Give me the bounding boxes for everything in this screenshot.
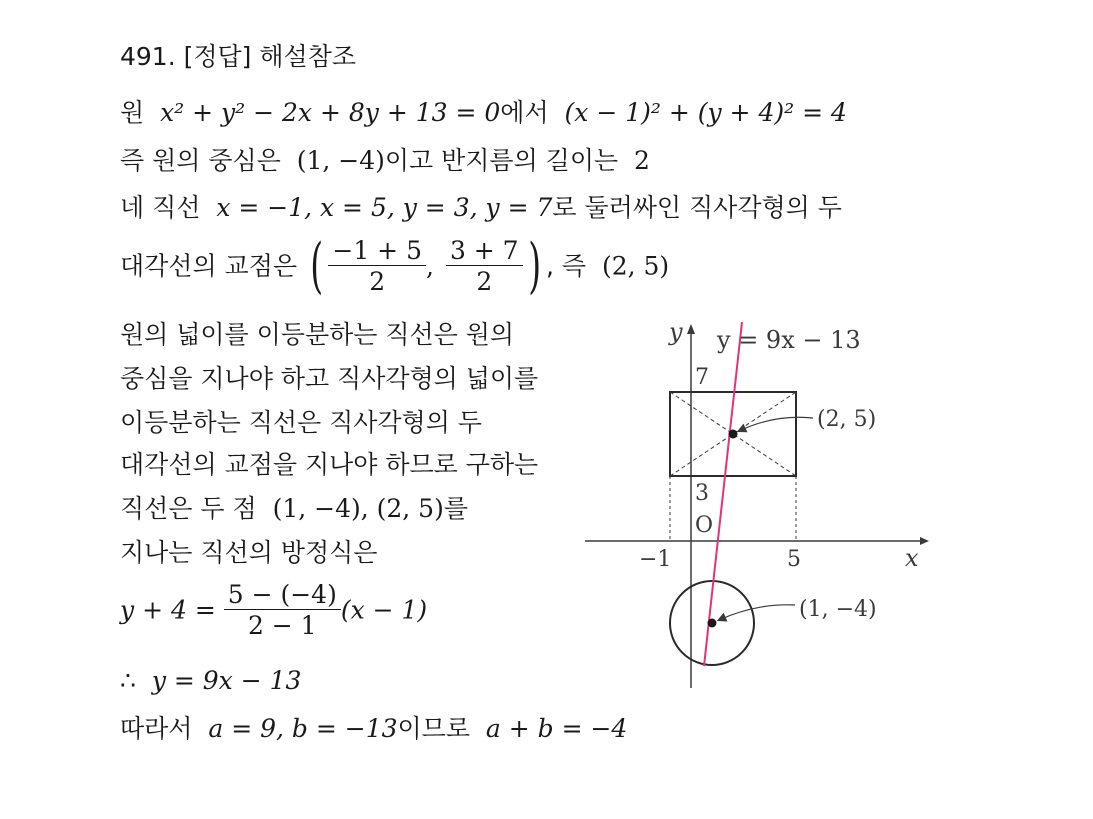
solution-title: 491. [정답] 해설참조 — [120, 42, 356, 71]
left-paren: ( — [310, 231, 324, 301]
point-1-minus-4 — [708, 619, 717, 628]
leader-arrow-circle — [719, 605, 795, 620]
right-paren: ) — [527, 231, 541, 301]
line-12 — [120, 668, 301, 693]
l4-text-a: 대각선의 교점은 — [120, 251, 297, 281]
line-7: 이등분하는 직선은 직사각형의 두 — [120, 408, 482, 437]
fraction-2-den: 2 — [476, 267, 493, 296]
l13-text-a: 따라서 — [120, 714, 193, 743]
fraction-2-num: 3 + 7 — [446, 238, 523, 266]
axis-x-label: x — [905, 544, 919, 572]
line-3 — [120, 195, 842, 220]
origin-label: O — [695, 513, 714, 538]
l3-text-b: 로 둘러싸인 직사각형의 두 — [552, 193, 842, 222]
line-11 — [120, 582, 427, 638]
l9-text-b: 를 — [443, 494, 468, 523]
l2-center: (1, −4) — [296, 146, 385, 175]
tick-xm1: −1 — [639, 547, 672, 572]
coordinate-figure — [575, 318, 935, 693]
l4-point: (2, 5) — [601, 251, 670, 281]
line-8: 대각선의 교점을 지나야 하므로 구하는 — [120, 450, 539, 479]
line-1 — [120, 100, 847, 125]
l4-text-b: , 즉 — [546, 251, 587, 281]
l2-text-b: 이고 반지름의 길이는 — [384, 146, 619, 175]
fraction-1-num: −1 + 5 — [328, 238, 426, 266]
line-10: 지나는 직선의 방정식은 — [120, 538, 378, 567]
l13-text-b: 이므로 — [397, 714, 470, 743]
tick-x5: 5 — [787, 547, 801, 572]
line-6: 중심을 지나야 하고 직사각형의 넓이를 — [120, 364, 539, 393]
l11-num: 5 − (−4) — [224, 582, 341, 610]
line-9 — [120, 496, 468, 521]
l11-fraction — [224, 582, 341, 638]
pt-rect-label: (2, 5) — [817, 407, 877, 432]
l12-equation: y = 9x − 13 — [151, 666, 302, 695]
line-4 — [120, 231, 670, 301]
axis-y-label: y — [669, 318, 683, 346]
y-axis-arrow-icon — [687, 324, 695, 334]
l13-result: a + b = −4 — [485, 714, 628, 743]
leader-arrow-rect — [739, 417, 813, 431]
l1-equation-2: (x − 1)² + (y + 4)² = 4 — [564, 98, 847, 127]
l11-lhs: y + 4 = — [120, 595, 216, 625]
line-label: y = 9x − 13 — [717, 326, 861, 354]
l1-prefix: 원 — [120, 98, 145, 127]
l11-rhs: (x − 1) — [340, 595, 428, 625]
tick-y7: 7 — [695, 365, 709, 390]
fraction-2 — [446, 238, 523, 294]
l9-points: (1, −4), (2, 5) — [272, 494, 444, 523]
fraction-1 — [328, 238, 426, 294]
l3-lines: x = −1, x = 5, y = 3, y = 7 — [216, 193, 553, 222]
l11-den: 2 − 1 — [247, 611, 317, 640]
l9-text-a: 직선은 두 점 — [120, 494, 257, 523]
l2-text-a: 즉 원의 중심은 — [120, 146, 281, 175]
l4-sep: , — [425, 251, 434, 281]
fraction-1-den: 2 — [369, 267, 386, 296]
l13-values: a = 9, b = −13 — [208, 714, 398, 743]
line-5: 원의 넓이를 이등분하는 직선은 원의 — [120, 320, 515, 349]
pt-circle-label: (1, −4) — [799, 597, 877, 622]
point-2-5 — [729, 430, 738, 439]
x-axis-arrow-icon — [920, 537, 929, 545]
line-13 — [120, 716, 627, 741]
line-y-9x-minus-13 — [704, 322, 742, 666]
l2-radius: 2 — [634, 146, 650, 175]
l3-text-a: 네 직선 — [120, 193, 201, 222]
tick-y3: 3 — [695, 481, 709, 506]
l1-equation-1: x² + y² − 2x + 8y + 13 = 0 — [160, 98, 501, 127]
line-2 — [120, 148, 650, 173]
therefore-symbol: ∴ — [120, 666, 136, 695]
l1-mid: 에서 — [500, 98, 549, 127]
